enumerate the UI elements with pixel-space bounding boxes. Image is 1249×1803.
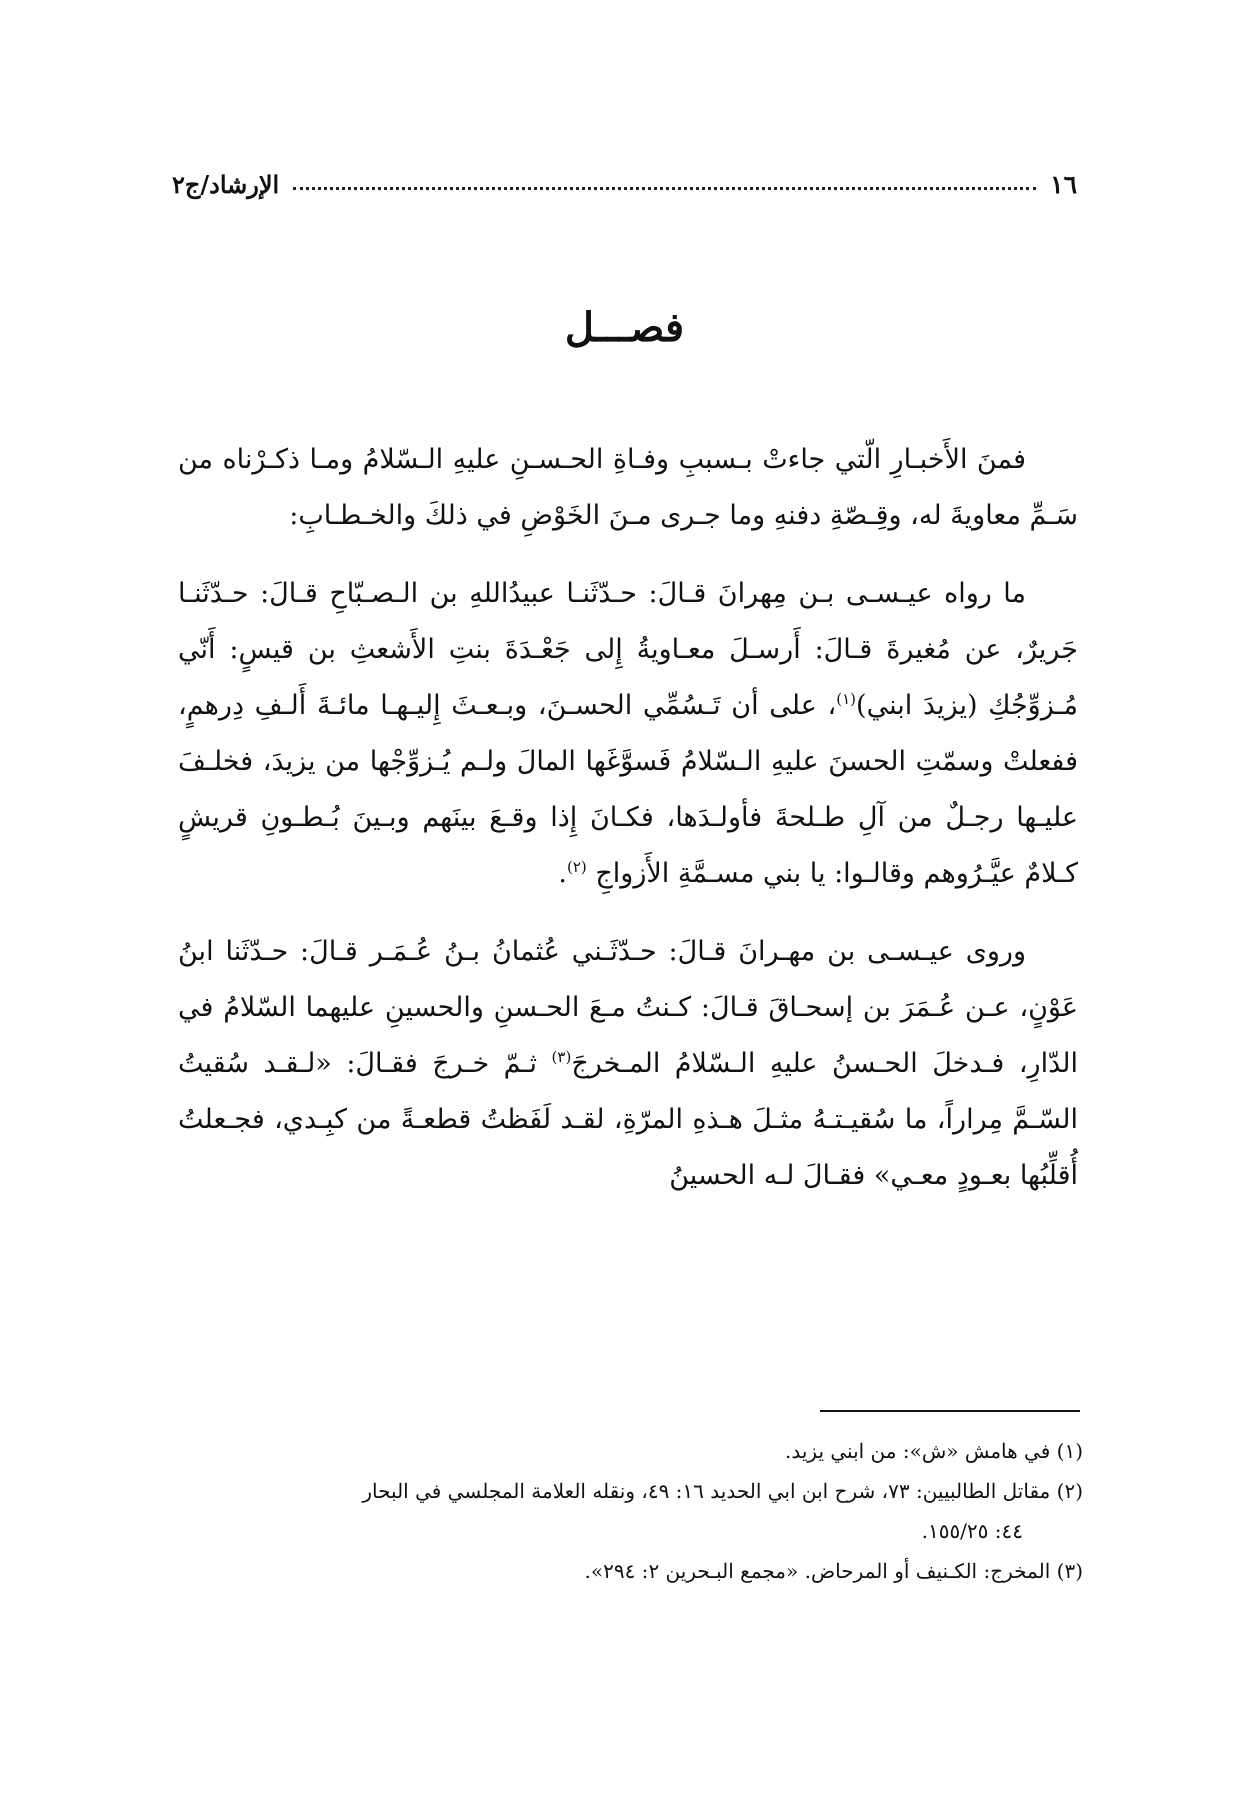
paragraph-1 [178, 432, 1078, 544]
main-text [178, 432, 1078, 1226]
paragraph-text: فمنَ الأَخبـارِ الّتي جاءتْ بـسببِ وفـاةِ الحـسـنِ عليهِ الـسّلامُ ومـا ذكـرْناه من سَـمِّ معاويةَ له، وقِـصّةِ دفنهِ وما جـرى مـنَ الخَوْضِ في ذلكَ والخـطـابِ: [178, 444, 1078, 531]
paragraph-text: . [558, 858, 567, 889]
paragraph-text: ثـمّ خـرجَ فقـالَ: «لـقـد سُقيتُ السّـمَّ مِراراً، ما سُقيـتـهُ مثـلَ هـذهِ المرّةِ، لقـد لَفَظتُ قطعـةً من كبِـدي، فجـعلتُ أُقلِّبُها بعـودٍ معـي» فقـالَ لـه الحسينُ [178, 1048, 1078, 1191]
paragraph-text: ، على أن تَـسُمِّي الحسـنَ، وبـعـثَ إِليـهـا مائـةَ أَلـفِ دِرهمٍ، ففعلتْ وسمّتِ الحسنَ عليهِ الـسّلامُ فَسوَّغَها المالَ ولـم يُـزوِّجْها من يزيدَ، فخلـفَ عليـها رجـلٌ من آلِ طـلحةَ فأولـدَها، فكـانَ إِذا وقـعَ بينَهم وبـينَ بُـطـونِ قريشٍ كـلامٌ عيَّـرُوهم وقالـوا: يا بني مسـمَّةِ الأَزواجِ [178, 690, 1078, 889]
footnote-2-continuation: ٤٤: ١٥٥/٢٥. [921, 1519, 1023, 1543]
page-number: ١٦ [1050, 169, 1077, 199]
footnote-marker: (١) [836, 690, 857, 708]
footnote-2: (٢) مقاتل الطالبيين: ٧٣، شرح ابن ابي الحديد ١٦: ٤٩، ونقله العلامة المجلسي في البحار [362, 1479, 1083, 1503]
footnote-1: (١) في هامش «ش»: من ابني يزيد. [784, 1439, 1083, 1463]
footnote-marker: (٢) [567, 858, 587, 876]
paragraph-text: وروى عيـسـى بن مهـرانَ قـالَ: حـدّثَـني عُثمانُ بـنُ عُـمَـر قـالَ: حـدّثَنا ابنُ عَوْنٍ، عـن عُـمَرَ بن إسحـاقَ قـالَ: كـنتُ مـعَ الحـسنِ والحسينِ عليهما السّلامُ في الدّارِ، فـدخلَ الحـسنُ عليهِ الـسّلامُ المـخرجَ [178, 936, 1078, 1079]
footnote-3: (٣) المخرج: الكـنيف أو المرحاض. «مجمع البـحرين ٢: ٢٩٤». [584, 1559, 1083, 1583]
paragraph-text: ما رواه عيـسـى بـن مِهرانَ قـالَ: حـدّثَنـا عبيدُاللهِ بن الـصـبّاحِ قـالَ: حـدّثَنـا جَريرٌ، عن مُغيرةَ قـالَ: أَرسـلَ معـاويةُ إِلى جَعْـدَةَ بنتِ الأَشعثِ بن قيسٍ: أَنّي مُـزوِّجُكِ (يزيدَ ابني) [178, 578, 1078, 721]
paragraph-2 [178, 566, 1078, 902]
footnotes [178, 1432, 1083, 1592]
running-header [172, 164, 1077, 204]
book-title: الإرشاد/ج٢ [172, 169, 280, 199]
footnote-separator [820, 1410, 1080, 1412]
footnote-marker: (٣) [551, 1048, 572, 1066]
section-title: فصـــل [564, 304, 685, 351]
header-dot-leader [293, 187, 1036, 190]
paragraph-3 [178, 924, 1078, 1204]
